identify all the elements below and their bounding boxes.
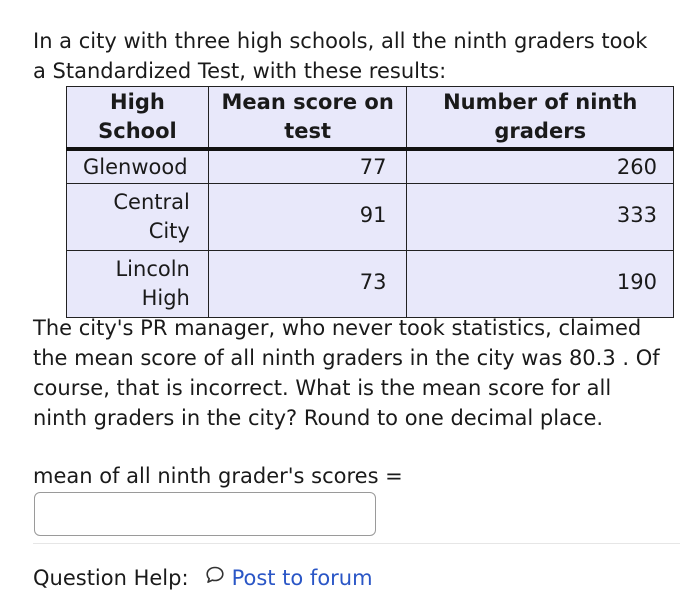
table-row (67, 251, 674, 318)
mean-score-cell: 77 (208, 149, 407, 184)
grader-count-cell: 190 (407, 251, 674, 318)
question-line-3: course, that is incorrect. What is the mean score for all (33, 376, 612, 400)
intro-line-1: In a city with three high schools, all the ninth graders took (33, 29, 648, 53)
divider (33, 543, 680, 544)
question-line-4: ninth graders in the city? Round to one decimal place. (33, 406, 604, 430)
header-number-graders: Number of ninth graders (407, 87, 674, 150)
question-line-2: the mean score of all ninth graders in the city was 80.3 . Of (33, 346, 660, 370)
question-help-label: Question Help: (33, 566, 189, 590)
intro-line-2: a Standardized Test, with these results: (33, 59, 447, 83)
results-table (66, 86, 674, 318)
table-row (67, 149, 674, 184)
table-header-row (67, 87, 674, 150)
answer-input[interactable] (34, 492, 376, 536)
grader-count-cell: 333 (407, 184, 674, 251)
post-to-forum-label: Post to forum (231, 566, 373, 590)
school-name-cell: Glenwood (67, 149, 209, 184)
question-help (33, 563, 373, 593)
problem-intro (33, 26, 683, 86)
question-line-1: The city's PR manager, who never took statistics, claimed (33, 316, 642, 340)
mean-score-cell: 73 (208, 251, 407, 318)
header-high-school: High School (67, 87, 209, 150)
mean-score-cell: 91 (208, 184, 407, 251)
post-to-forum-link[interactable] (205, 563, 373, 593)
speech-bubble-icon (205, 563, 232, 593)
question-text (33, 313, 678, 433)
school-name-cell: Lincoln High (67, 251, 209, 318)
grader-count-cell: 260 (407, 149, 674, 184)
table-row (67, 184, 674, 251)
school-name-cell: Central City (67, 184, 209, 251)
header-mean-score: Mean score on test (208, 87, 407, 150)
answer-label: mean of all ninth grader's scores = (33, 464, 403, 488)
